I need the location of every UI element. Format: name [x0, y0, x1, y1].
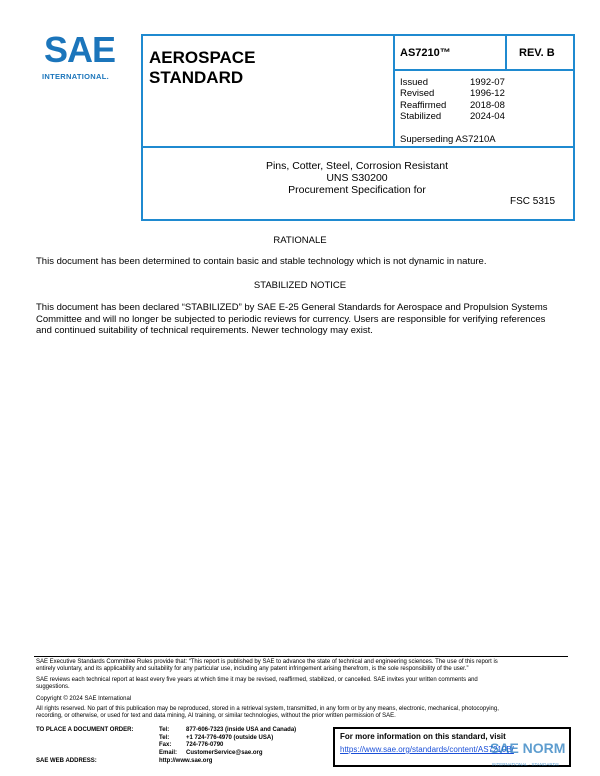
- standard-link[interactable]: https://www.sae.org/standards/content/AS7210B/: [340, 745, 514, 754]
- document-type-line1: AEROSPACE: [149, 48, 256, 67]
- sae-logo: SAE: [44, 29, 116, 70]
- phone-domestic: 877-606-7323 (inside USA and Canada): [186, 727, 297, 733]
- rationale-text: This document has been determined to contain basic and stable technology which is not dynamic in nature.: [36, 256, 487, 267]
- watermark: SAE NORM: [490, 740, 566, 756]
- date-row: Reaffirmed 2018-08: [400, 99, 505, 111]
- header-divider: [143, 146, 573, 148]
- fax-number: 724-776-0790: [186, 742, 224, 748]
- watermark-subtitle: INTERNATIONAL · STANDARDS: [492, 762, 559, 767]
- header-divider: [505, 36, 507, 69]
- header-divider: [393, 36, 395, 146]
- date-row: Revised 1996-12: [400, 88, 505, 100]
- title-line1: Pins, Cotter, Steel, Corrosion Resistant: [265, 160, 449, 172]
- header-divider: [393, 69, 573, 71]
- copyright: Copyright © 2024 SAE International: [36, 696, 132, 702]
- rationale-heading: RATIONALE: [273, 235, 327, 246]
- superseding-note: Superseding AS7210A: [400, 134, 496, 145]
- stabilized-notice-text: This document has been declared “STABILIZED” by SAE E-25 General Standards for Aerospace and Propulsion Systems Committee and will no longer be subjected to periodic reviews for currency. Users are responsible for verifying references and continued suitability of technical requirements. Newer technology may exist.: [36, 302, 548, 336]
- document-type: [149, 48, 255, 88]
- document-number: AS7210™: [400, 47, 451, 59]
- stabilized-notice-heading: STABILIZED NOTICE: [253, 280, 347, 291]
- order-label: TO PLACE A DOCUMENT ORDER:: [36, 727, 134, 733]
- phone-international: +1 724-776-4970 (outside USA): [186, 734, 274, 741]
- document-title: [143, 160, 571, 196]
- fsc-code: FSC 5315: [510, 196, 556, 207]
- order-contact-block: TO PLACE A DOCUMENT ORDER: Tel: 877-606-7323 (inside USA and Canada) Tel: +1 724-776-4970 (outside USA) Fax: 724-776-0790 Email: CustomerService@sae.org SAE WEB ADDRESS: http://www.sae.org: [36, 727, 297, 764]
- more-info-heading: For more information on this standard, visit: [340, 732, 506, 741]
- date-row: Issued 1992-07: [400, 77, 505, 88]
- sae-logo-subtitle: INTERNATIONAL.: [42, 72, 109, 81]
- review-note: SAE reviews each technical report at least every five years at which time it may be revised, reaffirmed, stabilized, or cancelled. SAE invites your written comments and suggestions.: [36, 677, 478, 691]
- title-line3: Procurement Specification for: [288, 184, 426, 196]
- footer-divider: [34, 656, 568, 657]
- rights-note: All rights reserved. No part of this publication may be reproduced, stored in a retrieval system, transmitted, in any form or by any means, electronic, mechanical, photocopying, recording, or otherwise, or used for text and data mining, AI training, or similar technologies, without the prior written permission of SAE.: [36, 706, 499, 720]
- date-history: [400, 77, 505, 122]
- title-line2: UNS S30200: [326, 172, 388, 184]
- email-link[interactable]: CustomerService@sae.org: [186, 749, 263, 756]
- web-label: SAE WEB ADDRESS:: [36, 758, 97, 764]
- revision-label: REV. B: [519, 47, 555, 59]
- committee-rules-note: SAE Executive Standards Committee Rules provide that: “This report is published by SAE to advance the state of technical and engineering sciences. The use of this report is entirely voluntary, and its applicability and suitability for any particular use, including any patent infringement arising therefrom, is the sole responsibility of the user.”: [36, 659, 498, 673]
- web-link[interactable]: http://www.sae.org: [159, 758, 213, 764]
- document-type-line2: STANDARD: [149, 68, 244, 87]
- date-row: Stabilized 2024-04: [400, 110, 505, 122]
